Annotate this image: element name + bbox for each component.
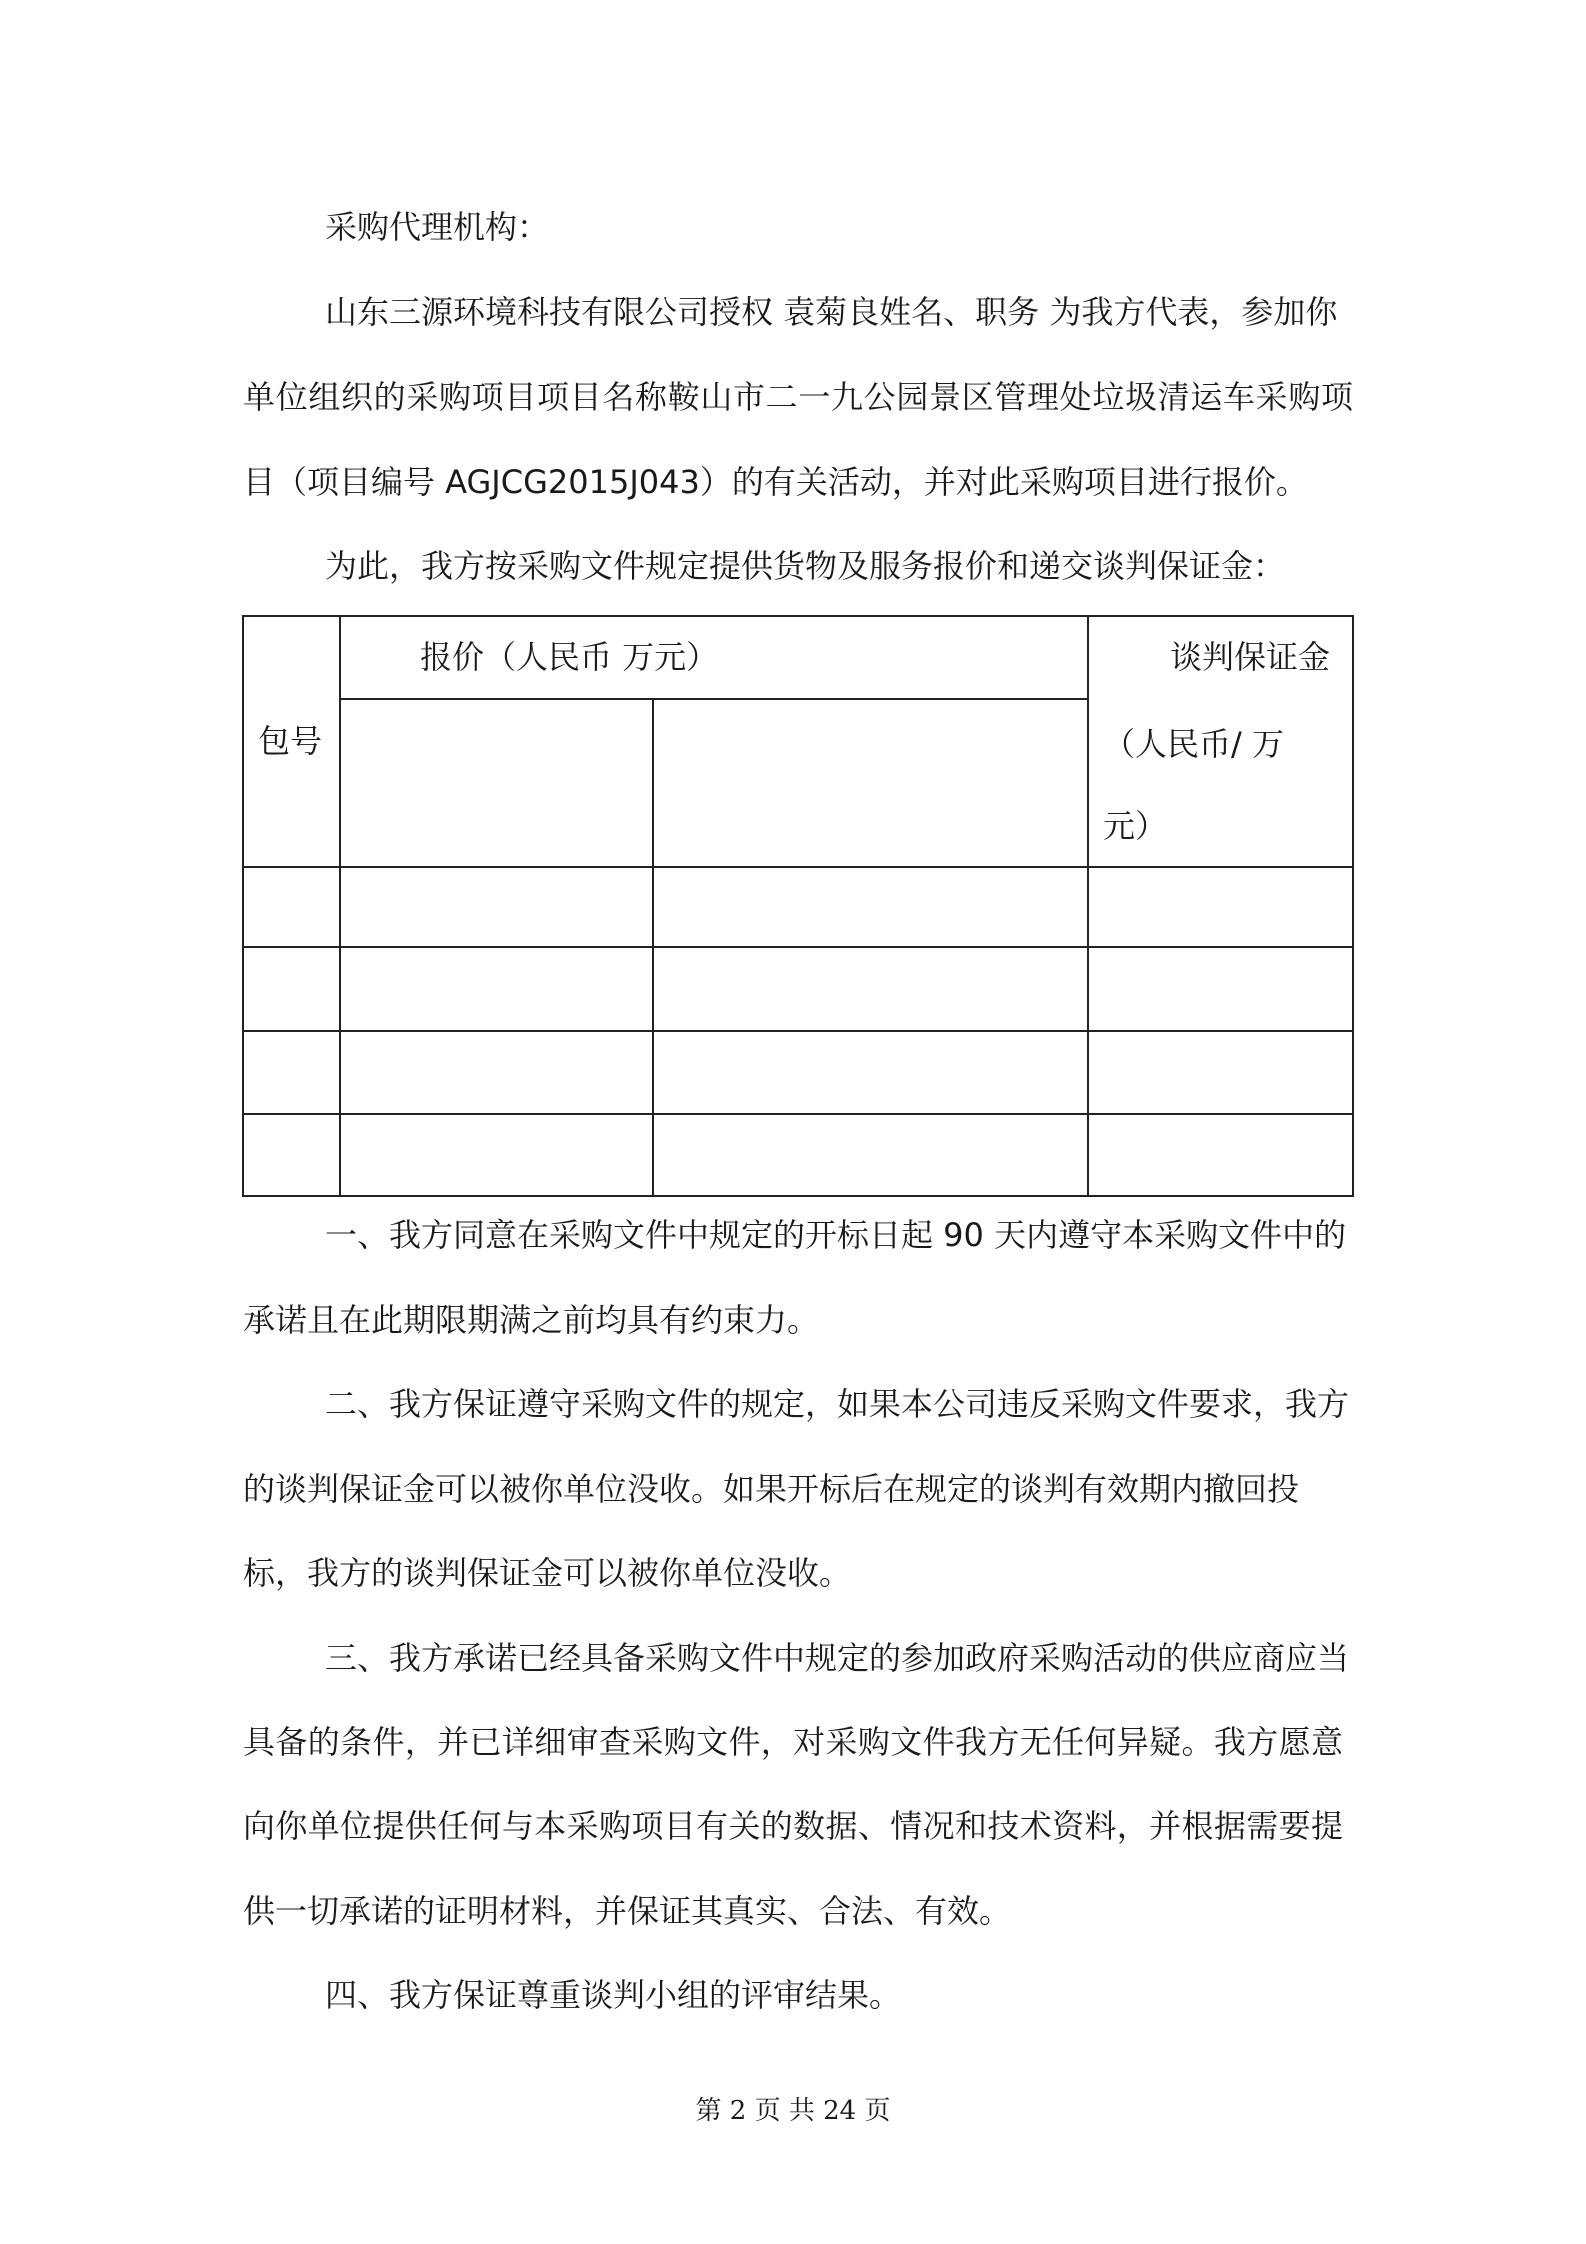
clause-1-line-1: 一、我方同意在采购文件中规定的开标日起 90 天内遵守本采购文件中的 (325, 1216, 1347, 1254)
authorization-line-2: 单位组织的采购项目项目名称鞍山市二一九公园景区管理处垃圾清运车采购项 (243, 378, 1353, 416)
header-quote-price: 报价（人民币 万元） (420, 638, 719, 676)
header-package-no: 包号 (258, 722, 323, 760)
addressee: 采购代理机构： (325, 208, 550, 246)
authorization-line-1: 山东三源环境科技有限公司授权 袁菊良姓名、职务 为我方代表，参加你 (325, 293, 1338, 331)
clause-2-line-3: 标，我方的谈判保证金可以被你单位没收。 (243, 1554, 852, 1592)
header-deposit-line-3: 元） (1103, 807, 1168, 845)
clause-2-line-2: 的谈判保证金可以被你单位没收。如果开标后在规定的谈判有效期内撤回投 (243, 1470, 1300, 1508)
clause-3-line-4: 供一切承诺的证明材料，并保证其真实、合法、有效。 (243, 1892, 1012, 1930)
clause-3-line-2: 具备的条件，并已详细审查采购文件，对采购文件我方无任何异疑。我方愿意 (243, 1723, 1343, 1761)
clause-1-line-2: 承诺且在此期限期满之前均具有约束力。 (243, 1301, 820, 1339)
authorization-line-3: 目（项目编号 AGJCG2015J043）的有关活动，并对此采购项目进行报价。 (243, 463, 1308, 501)
clause-3-line-3: 向你单位提供任何与本采购项目有关的数据、情况和技术资料，并根据需要提 (243, 1807, 1343, 1845)
clause-4-line-1: 四、我方保证尊重谈判小组的评审结果。 (325, 1976, 902, 2014)
intro-paragraph: 为此，我方按采购文件规定提供货物及服务报价和递交谈判保证金： (325, 547, 1286, 585)
clause-2-line-1: 二、我方保证遵守采购文件的规定，如果本公司违反采购文件要求，我方 (325, 1385, 1350, 1423)
page-number-footer: 第 2 页 共 24 页 (695, 2096, 891, 2126)
header-deposit-line-1: 谈判保证金 (1170, 638, 1331, 676)
clause-3-line-1: 三、我方承诺已经具备采购文件中规定的参加政府采购活动的供应商应当 (325, 1639, 1350, 1677)
header-deposit-line-2: （人民币/ 万 (1103, 725, 1284, 763)
